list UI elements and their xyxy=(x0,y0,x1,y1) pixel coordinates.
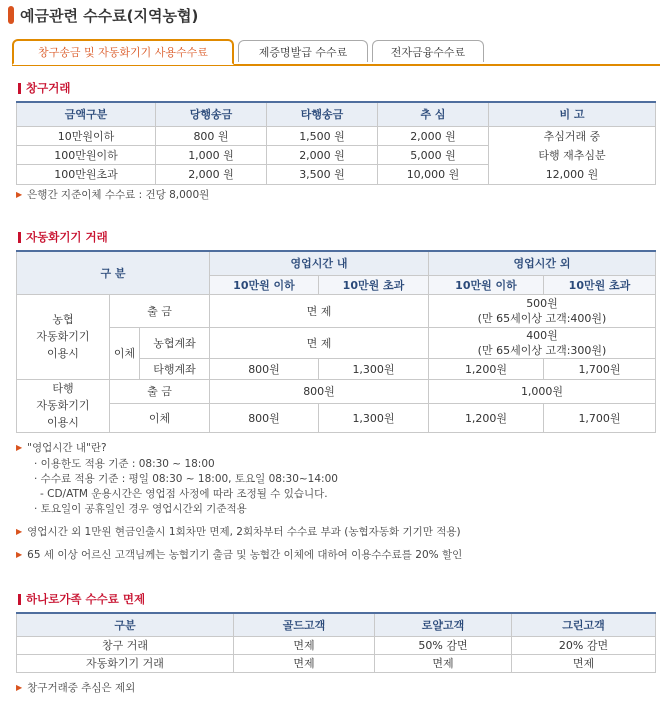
withdraw-label: 출 금 xyxy=(110,294,210,327)
header-remark: 비 고 xyxy=(489,102,656,126)
remark-line: 타행 재추심분 xyxy=(538,148,606,162)
arrow-icon: ▶ xyxy=(16,550,23,559)
cell: 1,500 원 xyxy=(267,126,378,145)
fee-line: 500원 xyxy=(526,296,558,310)
cell: 20% 감면 xyxy=(512,636,656,654)
section-family-title-text: 하나로가족 수수료 면제 xyxy=(26,592,146,606)
page-title xyxy=(8,4,198,26)
cell: 10만원이하 xyxy=(17,126,156,145)
cell: 800원 xyxy=(210,403,319,432)
cell: 면제 xyxy=(375,654,512,672)
cell: 창구 거래 xyxy=(17,636,234,654)
fee-line: (만 65세이상 고객:300원) xyxy=(477,343,607,357)
table-row xyxy=(17,126,656,145)
fee-line: 400원 xyxy=(526,328,558,342)
header-out-hours: 영업시간 외 xyxy=(429,251,656,275)
cell: 5,000 원 xyxy=(378,145,489,164)
cell: 100만원초과 xyxy=(17,165,156,184)
atm-note-2-text: 영업시간 외 1만원 현금인출시 1회차만 면제, 2회차부터 수수료 부과 (농협자동화 기기만 적용) xyxy=(27,526,461,538)
arrow-icon: ▶ xyxy=(16,190,23,199)
header-in-hours: 영업시간 내 xyxy=(210,251,429,275)
remark-line: 12,000 원 xyxy=(545,167,599,181)
tab-bar xyxy=(12,40,660,66)
cell: 2,000 원 xyxy=(378,126,489,145)
atm-note-q-text: "영업시간 내"란? xyxy=(27,442,107,454)
cell: 면제 xyxy=(234,654,375,672)
label-line: 농협 xyxy=(52,313,74,326)
atm-note-3 xyxy=(16,547,462,562)
cell: 1,200원 xyxy=(429,403,544,432)
cell: 1,700원 xyxy=(544,358,656,379)
nh-atm-label xyxy=(17,294,110,379)
header-other-bank: 타행송금 xyxy=(267,102,378,126)
cell: 100만원이하 xyxy=(17,145,156,164)
header-royal: 로얄고객 xyxy=(375,613,512,636)
family-fee-table xyxy=(16,612,656,673)
label-line: 이용시 xyxy=(47,347,79,360)
cell: 50% 감면 xyxy=(375,636,512,654)
teller-fee-table xyxy=(16,101,656,185)
other-atm-label xyxy=(17,379,110,432)
remark-cell xyxy=(489,126,656,184)
cell: 3,500 원 xyxy=(267,165,378,184)
nh-account-label: 농협계좌 xyxy=(140,327,210,358)
page-title-text: 예금관련 수수료(지역농협) xyxy=(20,6,199,25)
label-line: 타행 xyxy=(52,382,74,395)
cell xyxy=(429,327,656,358)
header-over: 10만원 초과 xyxy=(544,275,656,294)
withdraw-label: 출 금 xyxy=(110,379,210,403)
teller-note xyxy=(16,187,209,202)
section-atm-title xyxy=(18,229,108,245)
cell: 1,200원 xyxy=(429,358,544,379)
cell: 1,300원 xyxy=(319,358,429,379)
section-teller-title-text: 창구거래 xyxy=(26,81,71,95)
cell: 2,000 원 xyxy=(267,145,378,164)
cell: 면 제 xyxy=(210,327,429,358)
atm-note-2 xyxy=(16,524,461,539)
arrow-icon: ▶ xyxy=(16,527,23,536)
table-row xyxy=(17,294,656,327)
transfer-label: 이체 xyxy=(110,327,140,379)
cell: 면 제 xyxy=(210,294,429,327)
other-account-label: 타행계좌 xyxy=(140,358,210,379)
table-row xyxy=(17,654,656,672)
header-under: 10만원 이하 xyxy=(210,275,319,294)
cell: 2,000 원 xyxy=(156,165,267,184)
title-marker xyxy=(8,6,14,24)
cell: 1,000원 xyxy=(429,379,656,403)
cell: 자동화기기 거래 xyxy=(17,654,234,672)
atm-note-3-text: 65 세 이상 어르신 고객님께는 농협기기 출금 및 농협간 이체에 대하여 이용수수료를 20% 할인 xyxy=(27,549,463,561)
section-family-title xyxy=(18,591,145,607)
cell: 면제 xyxy=(234,636,375,654)
cell: 10,000 원 xyxy=(378,165,489,184)
header-same-bank: 당행송금 xyxy=(156,102,267,126)
tab-teller-atm[interactable]: 창구송금 및 자동화기기 사용수수료 xyxy=(12,39,234,65)
section-teller-title xyxy=(18,80,70,96)
arrow-icon: ▶ xyxy=(16,683,23,692)
table-row xyxy=(17,636,656,654)
cell: 1,700원 xyxy=(544,403,656,432)
cell: 800 원 xyxy=(156,126,267,145)
atm-note-line: - CD/ATM 운용시간은 영업점 사정에 따라 조정될 수 있습니다. xyxy=(40,488,328,500)
header-collection: 추 심 xyxy=(378,102,489,126)
label-line: 이용시 xyxy=(47,416,79,429)
cell: 800원 xyxy=(210,379,429,403)
tab-certificate[interactable]: 제증명발급 수수료 xyxy=(238,40,368,62)
family-note xyxy=(16,680,135,695)
table-row xyxy=(17,403,656,432)
header-amount: 금액구분 xyxy=(17,102,156,126)
label-line: 자동화기기 xyxy=(36,399,90,412)
tab-ebanking[interactable]: 전자금융수수료 xyxy=(372,40,484,62)
atm-note-q xyxy=(16,440,107,455)
header-under: 10만원 이하 xyxy=(429,275,544,294)
atm-note-line: · 토요일이 공휴일인 경우 영업시간외 기준적용 xyxy=(34,503,247,515)
family-note-text: 창구거래중 추심은 제외 xyxy=(27,682,136,694)
teller-note-text: 은행간 지준이체 수수료 : 건당 8,000원 xyxy=(27,189,210,201)
atm-note-line: · 이용한도 적용 기준 : 08:30 ~ 18:00 xyxy=(34,458,215,470)
section-atm-title-text: 자동화기기 거래 xyxy=(26,230,108,244)
arrow-icon: ▶ xyxy=(16,443,23,452)
atm-fee-table xyxy=(16,250,656,433)
cell: 1,000 원 xyxy=(156,145,267,164)
cell xyxy=(429,294,656,327)
header-gold: 골드고객 xyxy=(234,613,375,636)
table-row xyxy=(17,379,656,403)
cell: 800원 xyxy=(210,358,319,379)
label-line: 자동화기기 xyxy=(36,330,90,343)
remark-line: 추심거래 중 xyxy=(543,129,601,143)
table-row xyxy=(17,327,656,358)
header-green: 그린고객 xyxy=(512,613,656,636)
header-gubun: 구 분 xyxy=(17,251,210,294)
header-over: 10만원 초과 xyxy=(319,275,429,294)
transfer-label: 이체 xyxy=(110,403,210,432)
fee-line: (만 65세이상 고객:400원) xyxy=(477,311,607,325)
cell: 1,300원 xyxy=(319,403,429,432)
atm-note-line: · 수수료 적용 기준 : 평일 08:30 ~ 18:00, 토요일 08:30~14:00 xyxy=(34,473,338,485)
header-gubun: 구분 xyxy=(17,613,234,636)
cell: 면제 xyxy=(512,654,656,672)
